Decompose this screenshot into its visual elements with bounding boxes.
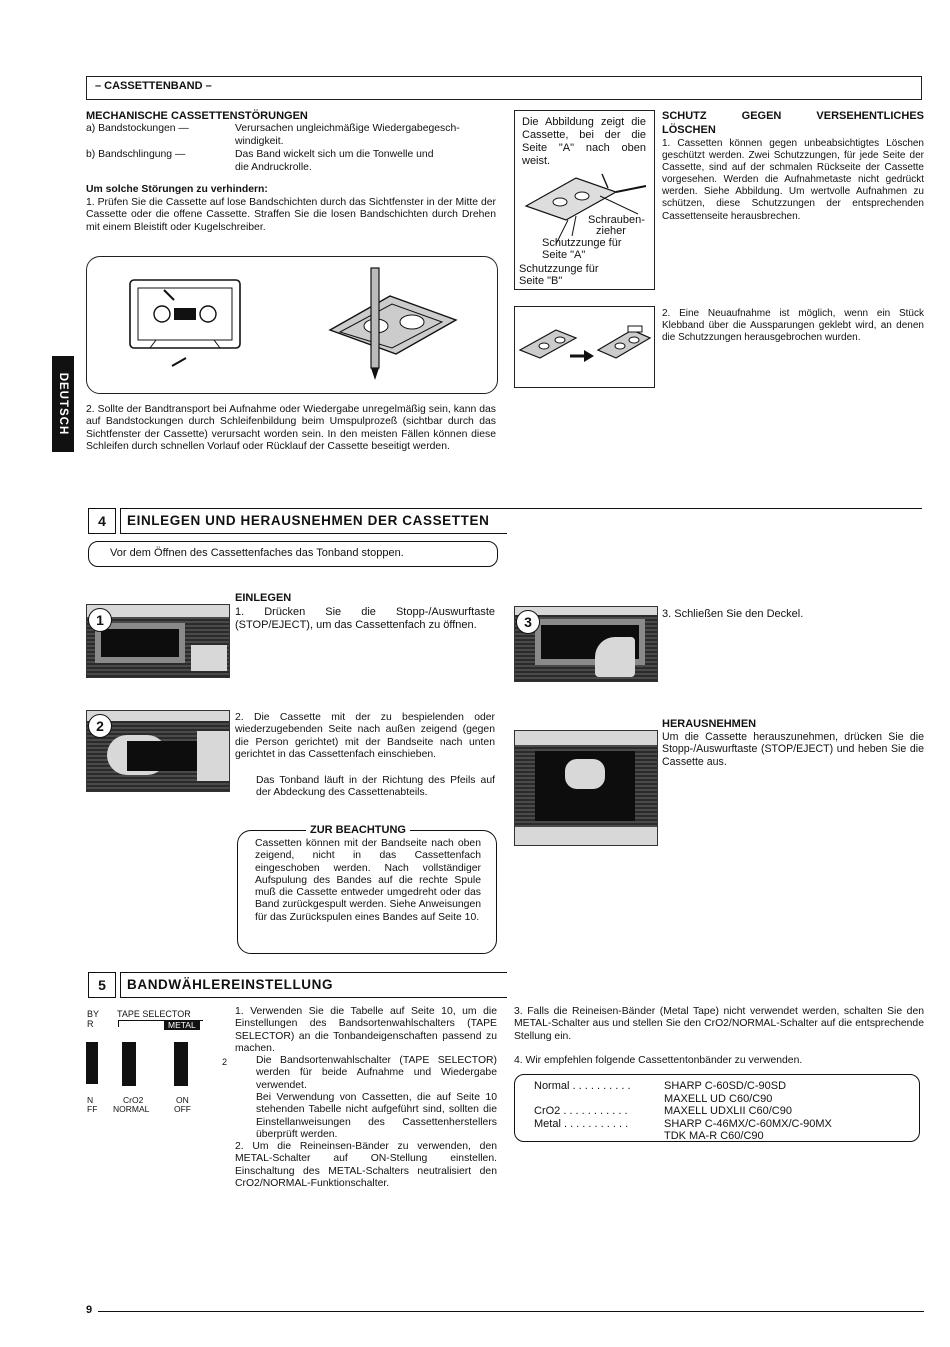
panel-label-tape-selector: TAPE SELECTOR (117, 1009, 191, 1019)
label-tab-b-2: Seite "B" (519, 275, 563, 287)
panel-label-r: R (87, 1019, 94, 1029)
note-title: ZUR BEACHTUNG (306, 824, 410, 836)
tape-type (534, 1093, 664, 1106)
tape-brand: TDK MA-R C60/C90 (664, 1130, 764, 1143)
tape-row (534, 1080, 832, 1093)
tape-row (534, 1105, 832, 1118)
switch-metal[interactable] (174, 1042, 188, 1086)
page-title: – CASSETTENBAND – (95, 80, 212, 92)
section-5-step-1: 1. Verwenden Sie die Tabelle auf Seite 10, um die Einstellungen des Bandsortenwahlschalters (TAPE SELECTOR) an die Tonbandeigenschaften passend zu machen. (235, 1006, 497, 1054)
mech-title: MECHANISCHE CASSETTENSTÖRUNGEN (86, 110, 308, 122)
section-5-step-1-b: Die Bandsortenwahlschalter (TAPE SELECTOR) werden für beide Aufnahme und Wiedergabe verwendet. (256, 1055, 497, 1091)
panel-label-normal: NORMAL (113, 1104, 150, 1114)
mech-b-text-2: die Andruckrolle. (235, 162, 312, 173)
panel-label-off: OFF (174, 1104, 191, 1114)
section-5-step-3: 3. Falls die Reineisen-Bänder (Metal Tape) nicht verwendet werden, schalten Sie den METAL-Schalter aus und stellen Sie den CrO2/NORMAL-Schalter auf die entsprechende Stellung ein. (514, 1006, 924, 1042)
herausnehmen-title: HERAUSNEHMEN (662, 718, 757, 730)
tape-row (534, 1093, 832, 1106)
mech-step-1: 1. Prüfen Sie die Cassette auf lose Bandschichten durch das Sichtfenster in der Mitte der Cassette oder die offene Cassette. Straffen Sie die losen Bandschichten durch Drehen mit einem Bleistift oder Kugelschreiber. (86, 197, 496, 233)
einlegen-title: EINLEGEN (235, 592, 292, 604)
pencil-cassette-illustration (90, 260, 490, 388)
mech-a-label: a) Bandstockungen — (86, 123, 189, 134)
protect-title-1: SCHUTZ GEGEN VERSEHENTLICHES (662, 110, 924, 122)
step-2-photo-number: 2 (88, 714, 112, 738)
mech-b-text-1: Das Band wickelt sich um die Tonwelle und (235, 149, 434, 160)
section-5-step-4: 4. Wir empfehlen folgende Cassettentonbänder zu verwenden. (514, 1055, 803, 1066)
label-screwdriver-2: zieher (596, 225, 626, 237)
protect-cassette-illustration (516, 166, 652, 246)
panel-label-by: BY (87, 1009, 100, 1019)
protect-figure-caption: Die Abbildung zeigt die Cassette, bei der die Seite "A" nach oben weist. (522, 116, 646, 167)
einlegen-step-2: 2. Die Cassette mit der zu bespielenden oder wiederzugebenden Seite nach außen zeigend (gegen die Person gerichtet) mit der Bandseite nach unten gerichtet in das Cassettenfach einschieben. (235, 712, 495, 760)
section-4-number: 4 (88, 508, 116, 534)
page-number: 9 (86, 1304, 93, 1316)
label-screwdriver-1: Schrauben- (588, 214, 645, 226)
herausnehmen-text: Um die Cassette herauszunehmen, drücken Sie die Stopp-/Auswurftaste (STOP/EJECT) und heben Sie die Cassette aus. (662, 731, 924, 768)
mech-step-2: 2. Sollte der Bandtransport bei Aufnahme oder Wiedergabe unregelmäßig sein, kann das auf Bandstockungen durch Schleifenbildung beim Umspulprozeß (sichtbar durch das Sichtfenster der Cassette) verursacht worden sein. In den meisten Fällen können diese Schleifen durch schnellen Vorlauf oder Rücklauf der Cassette beseitigt werden. (86, 404, 496, 452)
note-text: Cassetten können mit der Bandseite nach oben zeigend, nicht in das Cassettenfach eingeschoben werden. Nach vollständiger Aufspulung des Bandes auf die rechte Spule muß die Cassette entweder umgedreht oder das Band zurückgespult werden. Siehe Anweisungen für das Zurückspulen eines Bandes auf Seite 10. (255, 838, 481, 923)
section-5-step-2: 2. Um die Reineinsen-Bänder zu verwenden, den METAL-Schalter auf ON-Stellung einstellen. Einschaltung des METAL-Schalters neutralisiert den CrO2/NORMAL-Funktionschalter. (235, 1141, 497, 1189)
switch-left[interactable] (86, 1042, 98, 1084)
protect-title-2: LÖSCHEN (662, 124, 716, 136)
label-tab-a-2: Seite "A" (542, 249, 586, 261)
einlegen-step-1: 1. Drücken Sie die Stopp-/Auswurftaste (STOP/EJECT), um das Cassettenfach zu öffnen. (235, 606, 495, 631)
panel-label-on: ON (176, 1095, 189, 1105)
tape-brand: MAXELL UD C60/C90 (664, 1092, 773, 1105)
section-4-rule (500, 508, 922, 509)
remove-photo (514, 730, 658, 846)
section-5-title: BANDWÄHLEREINSTELLUNG (120, 972, 507, 998)
tape-row (534, 1118, 832, 1131)
tape-brand: SHARP C-46MX/C-60MX/C-90MX (664, 1117, 832, 1130)
mech-a-text-1: Verursachen ungleichmäßige Wiedergabegesch- (235, 123, 460, 134)
panel-label-ff: FF (87, 1104, 98, 1114)
tape-type: CrO2 . . . . . . . . . . . (534, 1105, 628, 1118)
tape-type (534, 1130, 664, 1143)
tape-brand: MAXELL UDXLII C60/C90 (664, 1105, 792, 1118)
mech-a-text-2: windigkeit. (235, 136, 284, 147)
protect-step-2: 2. Eine Neuaufnahme ist möglich, wenn ein Stück Klebband über die Aussparungen geklebt wird, an denen die Schutzzungen herausgebrochen wurden. (662, 308, 924, 344)
step-3-photo-number: 3 (516, 610, 540, 634)
switch-cro2-normal[interactable] (122, 1042, 136, 1086)
mech-b-label: b) Bandschlingung — (86, 149, 186, 160)
label-tab-a-1: Schutzzunge für (542, 237, 622, 249)
tape-list (534, 1080, 832, 1143)
mech-prevent-title: Um solche Störungen zu verhindern: (86, 184, 268, 195)
side-language-label: DEUTSCH (57, 372, 70, 436)
tape-row (534, 1130, 832, 1143)
tape-type: Metal . . . . . . . . . . . (534, 1117, 629, 1130)
tape-brand: SHARP C-60SD/C-90SD (664, 1080, 787, 1092)
footer-rule (98, 1311, 924, 1312)
section-4-notice: Vor dem Öffnen des Cassettenfaches das Tonband stoppen. (110, 547, 404, 559)
panel-label-cro2: CrO2 (123, 1095, 144, 1105)
panel-label-2: 2 (222, 1057, 228, 1067)
tape-type: Normal . . . . . . . . . . (534, 1080, 631, 1092)
section-5-step-1-c: Bei Verwendung von Cassetten, die auf Seite 10 stehenden Tabelle nicht aufgeführt sind, sollten die Einstellanweisungen des Cassettenherstellers überprüft werden. (256, 1092, 497, 1140)
tape-cover-illustration (516, 310, 652, 382)
step-1-photo-number: 1 (88, 608, 112, 632)
einlegen-step-3: 3. Schließen Sie den Deckel. (662, 608, 804, 620)
label-tab-b-1: Schutzzunge für (519, 263, 599, 275)
panel-label-n: N (87, 1095, 94, 1105)
section-4-title: EINLEGEN UND HERAUSNEHMEN DER CASSETTEN (120, 508, 507, 534)
section-5-number: 5 (88, 972, 116, 998)
protect-step-1: 1. Cassetten können gegen unbeabsichtigtes Löschen geschützt werden. Zwei Schutzzungen, für jede Seite der Cassette, sind auf der schmalen Rückseite der Cassette vorgesehen. Werden die Aufnahmetaste nicht gedrückt werden. Siehe Abbildung. Um wertvolle Aufnahmen zu schützen, diese Schutzzungen der entsprechenden Cassettenseite herausbrechen. (662, 138, 924, 222)
panel-label-metal: METAL (164, 1020, 200, 1030)
einlegen-step-2-b: Das Tonband läuft in der Richtung des Pfeils auf der Abdeckung des Cassettenabteils. (256, 775, 495, 799)
